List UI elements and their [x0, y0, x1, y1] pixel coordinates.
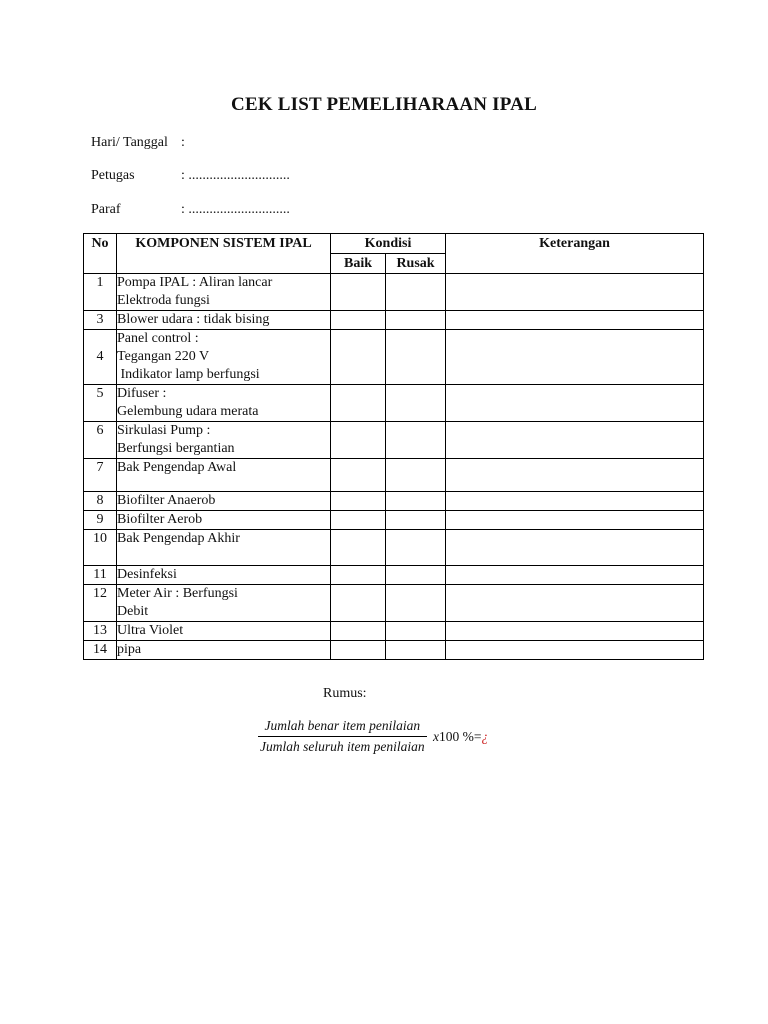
row-number: 7 [84, 459, 117, 492]
header-rusak: Rusak [386, 254, 446, 274]
cell-rusak[interactable] [386, 274, 446, 311]
cell-keterangan[interactable] [446, 330, 704, 385]
cell-rusak[interactable] [386, 311, 446, 330]
row-component: Blower udara : tidak bising [117, 311, 331, 330]
cell-baik[interactable] [331, 422, 386, 459]
row-number: 13 [84, 622, 117, 641]
table-row [84, 330, 704, 385]
row-number: 12 [84, 585, 117, 622]
row-number: 5 [84, 385, 117, 422]
cell-baik[interactable] [331, 585, 386, 622]
table-row [84, 530, 704, 566]
field-label: Petugas [91, 168, 135, 183]
cell-rusak[interactable] [386, 585, 446, 622]
cell-rusak[interactable] [386, 641, 446, 660]
header-baik: Baik [331, 254, 386, 274]
cell-rusak[interactable] [386, 385, 446, 422]
cell-baik[interactable] [331, 641, 386, 660]
row-number: 8 [84, 492, 117, 511]
row-component: Meter Air : Berfungsi Debit [117, 585, 331, 622]
header-keterangan: Keterangan [446, 234, 704, 274]
row-component: Panel control : Tegangan 220 V Indikator lamp berfungsi [117, 330, 331, 385]
cell-rusak[interactable] [386, 422, 446, 459]
row-number: 11 [84, 566, 117, 585]
cell-keterangan[interactable] [446, 530, 704, 566]
row-number: 6 [84, 422, 117, 459]
row-component: Bak Pengendap Akhir [117, 530, 331, 566]
document-title: CEK LIST PEMELIHARAAN IPAL [231, 94, 537, 115]
row-component: Pompa IPAL : Aliran lancar Elektroda fungsi [117, 274, 331, 311]
cell-baik[interactable] [331, 385, 386, 422]
row-component: Difuser : Gelembung udara merata [117, 385, 331, 422]
table-header-row [84, 234, 704, 254]
cell-rusak[interactable] [386, 511, 446, 530]
field-paraf [91, 201, 290, 219]
cell-keterangan[interactable] [446, 274, 704, 311]
table-row [84, 311, 704, 330]
row-component: Biofilter Aerob [117, 511, 331, 530]
cell-rusak[interactable] [386, 530, 446, 566]
field-label: Paraf [91, 202, 121, 217]
cell-baik[interactable] [331, 274, 386, 311]
header-komponen: KOMPONEN SISTEM IPAL [117, 234, 331, 274]
checklist-table [83, 233, 704, 660]
row-component: pipa [117, 641, 331, 660]
row-component: Desinfeksi [117, 566, 331, 585]
cell-baik[interactable] [331, 566, 386, 585]
cell-rusak[interactable] [386, 330, 446, 385]
field-label: Hari/ Tanggal [91, 135, 168, 150]
row-component: Ultra Violet [117, 622, 331, 641]
score-formula [258, 718, 488, 755]
cell-baik[interactable] [331, 492, 386, 511]
table-row [84, 511, 704, 530]
cell-keterangan[interactable] [446, 385, 704, 422]
table-row [84, 459, 704, 492]
cell-keterangan[interactable] [446, 585, 704, 622]
cell-baik[interactable] [331, 622, 386, 641]
cell-keterangan[interactable] [446, 492, 704, 511]
cell-rusak[interactable] [386, 459, 446, 492]
row-number: 3 [84, 311, 117, 330]
cell-rusak[interactable] [386, 492, 446, 511]
field-hari-tanggal [91, 134, 185, 152]
cell-keterangan[interactable] [446, 566, 704, 585]
row-number: 14 [84, 641, 117, 660]
header-no: No [84, 234, 117, 274]
cell-keterangan[interactable] [446, 622, 704, 641]
cell-keterangan[interactable] [446, 311, 704, 330]
cell-keterangan[interactable] [446, 459, 704, 492]
row-number: 1 [84, 274, 117, 311]
cell-baik[interactable] [331, 330, 386, 385]
table-row [84, 492, 704, 511]
row-component: Sirkulasi Pump : Berfungsi bergantian [117, 422, 331, 459]
cell-rusak[interactable] [386, 622, 446, 641]
table-row [84, 274, 704, 311]
table-row [84, 566, 704, 585]
table-row [84, 585, 704, 622]
cell-keterangan[interactable] [446, 641, 704, 660]
cell-baik[interactable] [331, 511, 386, 530]
field-value: : [181, 135, 185, 150]
field-petugas [91, 167, 290, 185]
formula-tail: 100 %= [438, 728, 482, 744]
cell-baik[interactable] [331, 459, 386, 492]
row-number: 10 [84, 530, 117, 566]
table-row [84, 385, 704, 422]
header-kondisi: Kondisi [331, 234, 446, 254]
cell-rusak[interactable] [386, 566, 446, 585]
cell-baik[interactable] [331, 311, 386, 330]
formula-fraction [258, 718, 427, 755]
formula-numerator: Jumlah benar item penilaian [258, 718, 427, 737]
table-row [84, 641, 704, 660]
rumus-label: Rumus: [323, 686, 367, 701]
cell-keterangan[interactable] [446, 422, 704, 459]
formula-error-glyph: ¿ [481, 728, 489, 744]
row-component: Bak Pengendap Awal [117, 459, 331, 492]
cell-keterangan[interactable] [446, 511, 704, 530]
row-component: Biofilter Anaerob [117, 492, 331, 511]
formula-x: x [432, 728, 439, 744]
cell-baik[interactable] [331, 530, 386, 566]
row-number: 4 [84, 330, 117, 385]
formula-denominator: Jumlah seluruh item penilaian [260, 739, 425, 754]
row-number: 9 [84, 511, 117, 530]
table-row [84, 422, 704, 459]
formula-multiplier [433, 729, 488, 745]
field-value: : ............................. [181, 202, 290, 217]
table-row [84, 622, 704, 641]
field-value: : ............................. [181, 168, 290, 183]
